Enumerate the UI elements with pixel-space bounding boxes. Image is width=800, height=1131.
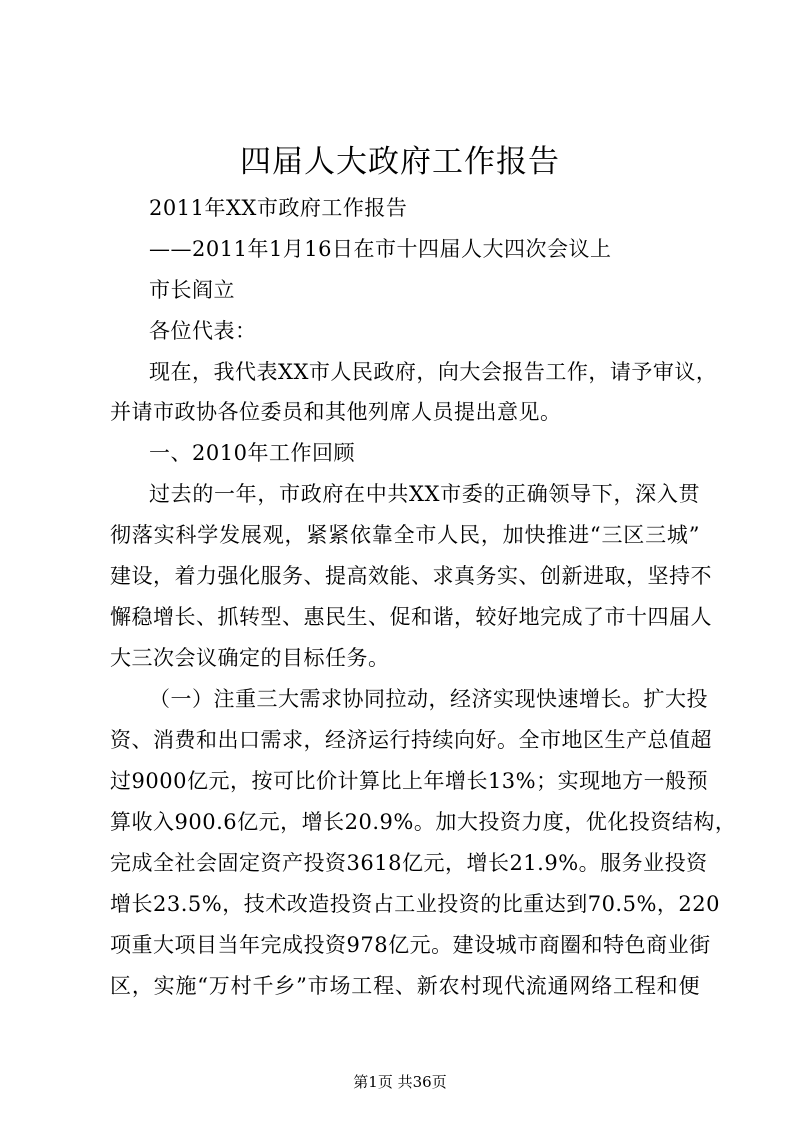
paragraph-line: 过9000亿元，按可比价计算比上年增长13%；实现地方一般预 — [110, 769, 709, 793]
section-heading: 一、2010年工作回顾 — [149, 441, 355, 465]
paragraph-line: 资、消费和出口需求，经济运行持续向好。全市地区生产总值超 — [110, 728, 712, 752]
report-occasion: ——2011年1月16日在市十四届人大四次会议上 — [149, 237, 612, 261]
paragraph-line: 并请市政协各位委员和其他列席人员提出意见。 — [110, 400, 562, 424]
paragraph-line: （一）注重三大需求协同拉动，经济实现快速增长。扩大投 — [149, 687, 708, 711]
paragraph-line: 建设，着力强化服务、提高效能、求真务实、创新进取，坚持不 — [110, 564, 712, 588]
document-title: 四届人大政府工作报告 — [240, 144, 560, 180]
paragraph-line: 项重大项目当年完成投资978亿元。建设城市商圈和特色商业街 — [110, 933, 711, 957]
paragraph-line: 算收入900.6亿元，增长20.9%。加大投资力度，优化投资结构， — [110, 810, 737, 834]
paragraph-line: 彻落实科学发展观，紧紧依靠全市人民，加快推进“三区三城” — [110, 523, 700, 547]
page-number: 第1页 共36页 — [353, 1073, 447, 1091]
speaker-line: 市长阎立 — [149, 278, 235, 302]
paragraph-line: 增长23.5%，技术改造投资占工业投资的比重达到70.5%，220 — [110, 892, 721, 916]
paragraph-line: 懈稳增长、抓转型、惠民生、促和谐，较好地完成了市十四届人 — [110, 605, 712, 629]
paragraph-line: 完成全社会固定资产投资3618亿元，增长21.9%。服务业投资 — [110, 851, 708, 875]
paragraph-line: 大三次会议确定的目标任务。 — [110, 646, 390, 670]
paragraph-line: 过去的一年，市政府在中共XX市委的正确领导下，深入贯 — [149, 482, 700, 506]
salutation: 各位代表： — [149, 319, 257, 343]
report-subtitle: 2011年XX市政府工作报告 — [149, 196, 408, 220]
paragraph-line: 区，实施“万村千乡”市场工程、新农村现代流通网络工程和便 — [110, 974, 700, 998]
paragraph-line: 现在，我代表XX市人民政府，向大会报告工作，请予审议， — [149, 360, 718, 384]
